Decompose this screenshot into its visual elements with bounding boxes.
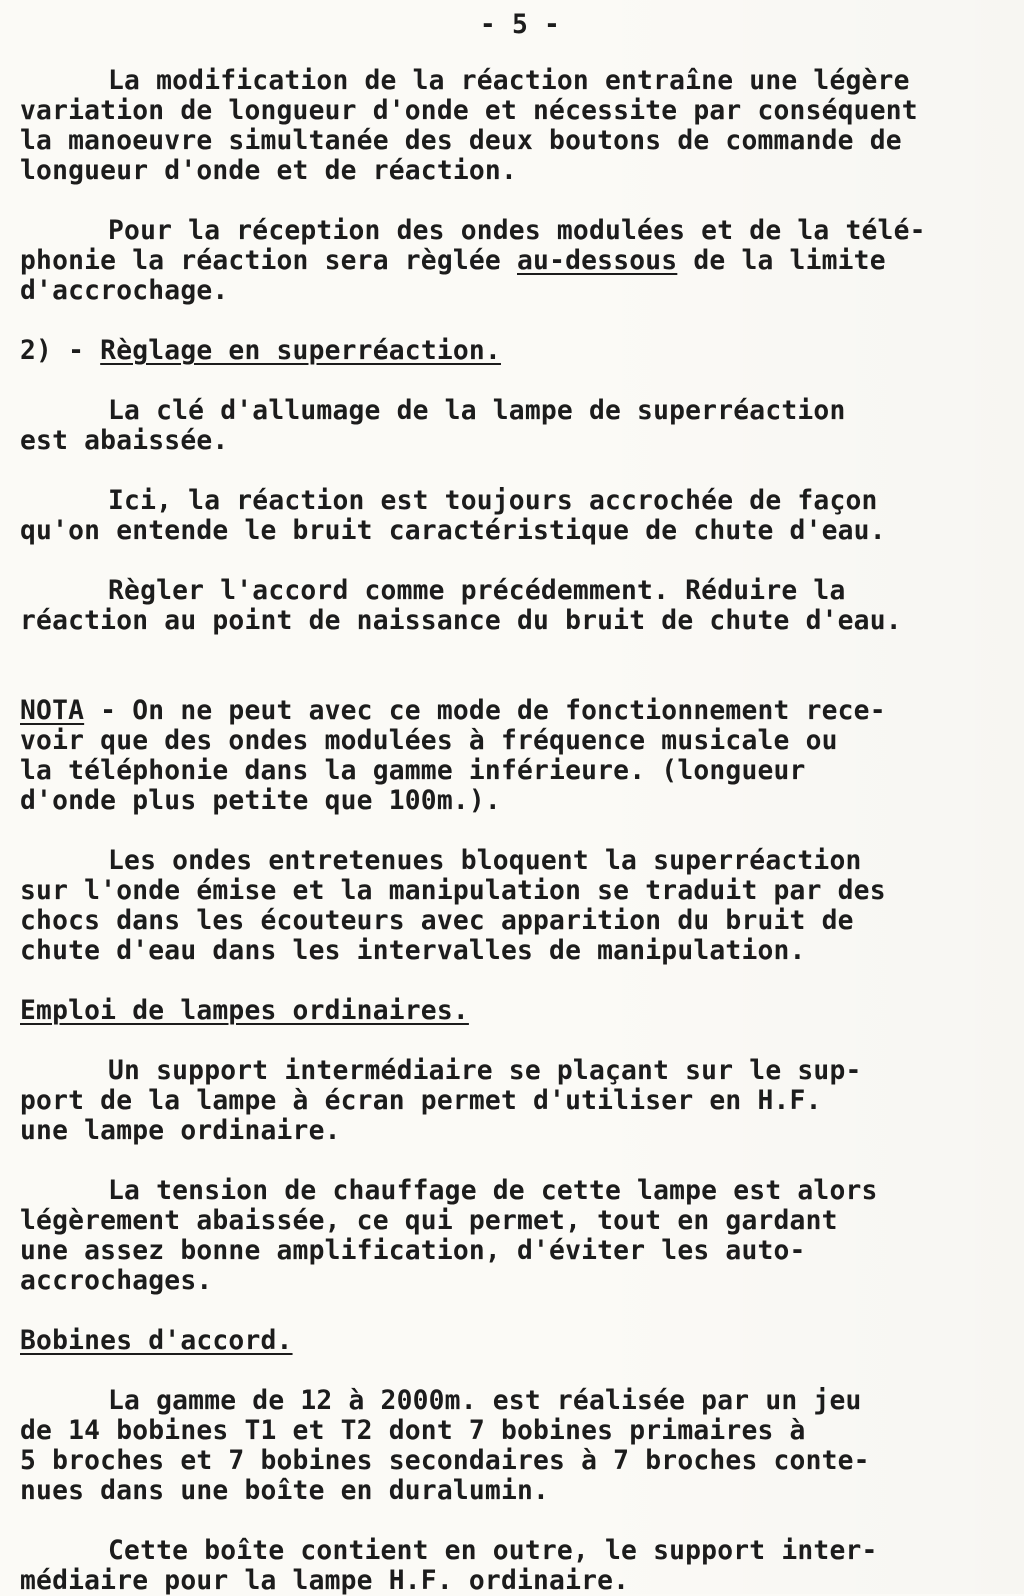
- text-line: Ici, la réaction est toujours accrochée de façon: [108, 486, 878, 516]
- text-line: 5 broches et 7 bobines secondaires à 7 broches conte-: [20, 1446, 870, 1476]
- paragraph-support-intermediaire: [20, 1056, 1000, 1146]
- text-line: la téléphonie dans la gamme inférieure. (longueur: [20, 756, 806, 786]
- text-line: Un support intermédiaire se plaçant sur le sup-: [108, 1056, 862, 1086]
- text-line: chute d'eau dans les intervalles de manipulation.: [20, 936, 806, 966]
- paragraph-ondes-entretenues: [20, 846, 1000, 966]
- text-segment: phonie la réaction sera règlée: [20, 246, 517, 276]
- text-line: réaction au point de naissance du bruit de chute d'eau.: [20, 606, 902, 636]
- section-title: Règlage en superréaction.: [100, 336, 501, 366]
- heading-line: Emploi de lampes ordinaires.: [20, 996, 469, 1026]
- text-line: La tension de chauffage de cette lampe est alors: [108, 1176, 878, 1206]
- paragraph-tension-chauffage: [20, 1176, 1000, 1296]
- text-line: sur l'onde émise et la manipulation se traduit par des: [20, 876, 886, 906]
- paragraph-boite-contenu: [20, 1536, 1000, 1596]
- text-line: port de la lampe à écran permet d'utiliser en H.F.: [20, 1086, 822, 1116]
- text-segment: - On ne peut avec ce mode de fonctionnement rece-: [84, 696, 886, 726]
- text-line: longueur d'onde et de réaction.: [20, 156, 517, 186]
- text-line: accrochages.: [20, 1266, 213, 1296]
- section-heading-lampes-ordinaires: [20, 996, 1000, 1026]
- paragraph-nota: [20, 696, 1000, 816]
- text-segment: de la limite: [677, 246, 886, 276]
- text-line: voir que des ondes modulées à fréquence musicale ou: [20, 726, 838, 756]
- paragraph-regler-accord: [20, 576, 1000, 636]
- page-number: - 5 -: [479, 10, 561, 40]
- underlined-text: au-dessous: [517, 246, 678, 276]
- text-line: chocs dans les écouteurs avec apparition du bruit de: [20, 906, 854, 936]
- section-number: 2) -: [20, 336, 101, 366]
- paragraph-ignition-key: [20, 396, 1000, 456]
- text-line: une assez bonne amplification, d'éviter les auto-: [20, 1236, 806, 1266]
- paragraph-gamme-bobines: [20, 1386, 1000, 1506]
- text-line: [20, 696, 1000, 726]
- text-line: La clé d'allumage de la lampe de superréaction: [108, 396, 846, 426]
- text-line: La gamme de 12 à 2000m. est réalisée par un jeu: [108, 1386, 862, 1416]
- heading-line: Bobines d'accord.: [20, 1326, 293, 1356]
- paragraph-telephony-reception: [20, 216, 1000, 306]
- text-line: qu'on entende le bruit caractéristique de chute d'eau.: [20, 516, 886, 546]
- section-heading-superreaction: [20, 336, 1000, 366]
- text-line: est abaissée.: [20, 426, 229, 456]
- heading-line: [20, 336, 1000, 366]
- text-line: une lampe ordinaire.: [20, 1116, 341, 1146]
- text-line: Cette boîte contient en outre, le support inter-: [108, 1536, 878, 1566]
- section-heading-bobines: [20, 1326, 1000, 1356]
- text-line: médiaire pour la lampe H.F. ordinaire.: [20, 1566, 630, 1596]
- text-line: Pour la réception des ondes modulées et de la télé-: [108, 216, 926, 246]
- nota-label: NOTA: [20, 696, 85, 726]
- text-line: Les ondes entretenues bloquent la superréaction: [108, 846, 862, 876]
- text-line: légèrement abaissée, ce qui permet, tout en gardant: [20, 1206, 838, 1236]
- text-line: variation de longueur d'onde et nécessite par conséquent: [20, 96, 918, 126]
- text-line: nues dans une boîte en duralumin.: [20, 1476, 550, 1506]
- text-line: la manoeuvre simultanée des deux boutons de commande de: [20, 126, 902, 156]
- text-line: Règler l'accord comme précédemment. Réduire la: [108, 576, 846, 606]
- paragraph-reaction-accrochee: [20, 486, 1000, 546]
- text-line: La modification de la réaction entraîne une légère: [108, 66, 910, 96]
- text-line: d'accrochage.: [20, 276, 229, 306]
- text-line: [20, 246, 1000, 276]
- text-line: de 14 bobines T1 et T2 dont 7 bobines primaires à: [20, 1416, 806, 1446]
- text-line: d'onde plus petite que 100m.).: [20, 786, 501, 816]
- paragraph-reaction-modification: [20, 66, 1000, 186]
